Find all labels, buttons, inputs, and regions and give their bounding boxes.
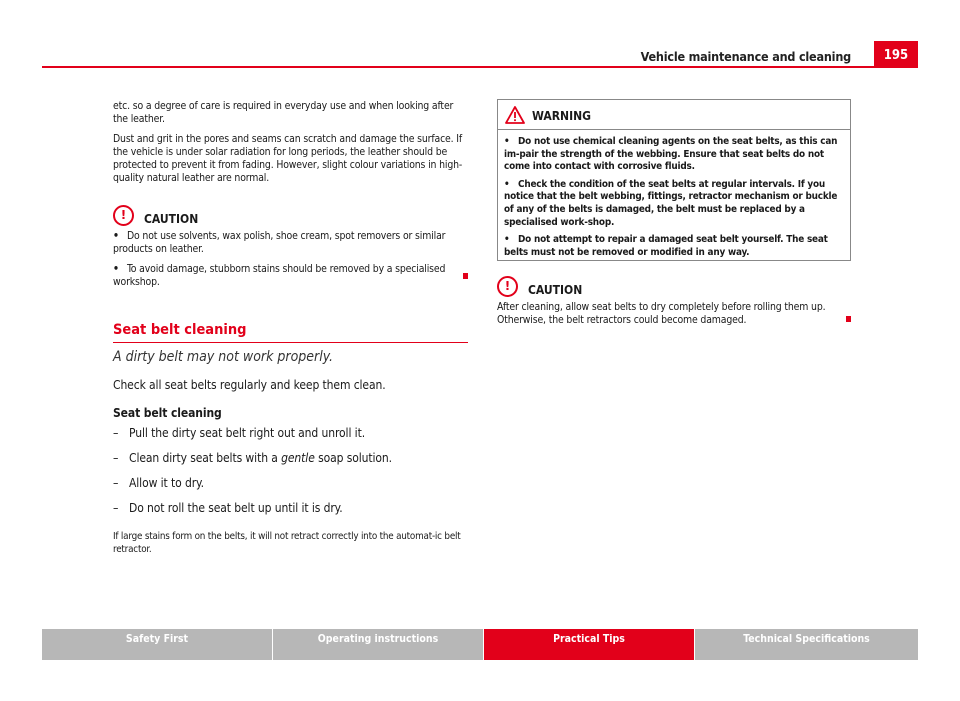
caution-bullet: • To avoid damage, stubborn stains should be removed by a specialised workshop. — [113, 263, 446, 288]
footer-tab-label: Technical Specifications — [743, 633, 870, 645]
paragraph: etc. so a degree of care is required in everyday use and when looking after the leather. — [113, 100, 454, 125]
warning-triangle-icon — [505, 106, 525, 124]
note-paragraph: If large stains form on the belts, it will not retract correctly into the automat-ic belt retractor. — [113, 531, 461, 555]
warning-bullet-text: Do not use chemical cleaning agents on the seat belts, as this can im-pair the strength of the webbing. Ensure that seat belts do not come into contact with corrosive fluids. — [504, 136, 838, 173]
caution-title: CAUTION — [144, 211, 199, 226]
header-rule — [42, 66, 918, 68]
step-text: Pull the dirty seat belt right out and unroll it. — [129, 426, 366, 440]
step-item: – Pull the dirty seat belt right out and unroll it. — [113, 426, 366, 440]
step-item: – Do not roll the seat belt up until it is dry. — [113, 501, 343, 515]
warning-header — [498, 100, 850, 130]
warning-bullet: • Do not use chemical cleaning agents on the seat belts, as this can im-pair the strength of the webbing. Ensure that seat belts do not come into contact with corrosive fluids. — [504, 136, 838, 173]
warning-bullet-text: Check the condition of the seat belts at regular intervals. If you notice that the belt webbing, fittings, retractor mechanism or buckle of any of the belts is damaged, the belt must be replaced by a specialised work-shop. — [504, 178, 838, 228]
caution-bullet-text: To avoid damage, stubborn stains should be removed by a specialised workshop. — [113, 263, 446, 288]
section-subtitle: A dirty belt may not work properly. — [113, 349, 334, 365]
step-item: – Clean dirty seat belts with a gentle soap solution. — [113, 451, 392, 465]
footer-tab-practical-tips[interactable] — [484, 629, 694, 660]
warning-bullet: • Check the condition of the seat belts at regular intervals. If you notice that the belt webbing, fittings, retractor mechanism or buckle of any of the belts is damaged, the belt must be replaced by a specialised work-shop. — [504, 178, 838, 228]
page-number: 195 — [874, 41, 918, 67]
step-text: Allow it to dry. — [129, 476, 204, 490]
caution-box-leather — [113, 205, 468, 296]
warning-body — [504, 136, 848, 264]
left-column-top — [113, 100, 468, 192]
caution-bullet: • Do not use solvents, wax polish, shoe cream, spot removers or similar products on leather. — [113, 230, 446, 255]
running-header-title: Vehicle maintenance and cleaning — [640, 49, 851, 64]
warning-bullet-text: Do not attempt to repair a damaged seat belt yourself. The seat belts must not be removed or modified in any way. — [504, 234, 828, 258]
section-rule — [113, 342, 468, 343]
warning-box — [497, 99, 851, 261]
warning-bullet: • Do not attempt to repair a damaged seat belt yourself. The seat belts must not be removed or modified in any way. — [504, 234, 828, 258]
section-intro: Check all seat belts regularly and keep them clean. — [113, 378, 386, 392]
caution-box-seatbelt — [497, 276, 851, 334]
caution-heading — [113, 205, 468, 226]
caution-heading — [497, 276, 851, 297]
section-title: Seat belt cleaning — [113, 322, 247, 338]
footer-tab-label: Operating instructions — [317, 633, 439, 645]
step-emphasis: gentle — [281, 451, 315, 465]
step-item: – Allow it to dry. — [113, 476, 204, 490]
footer-tab-safety-first[interactable] — [42, 629, 272, 660]
caution-exclamation-icon: ! — [497, 276, 518, 297]
footer-tab-label: Practical Tips — [553, 633, 625, 645]
step-text-tail: soap solution. — [314, 451, 392, 465]
caution-title: CAUTION — [528, 282, 583, 297]
footer-tab-label: Safety First — [125, 633, 189, 645]
section-end-mark — [846, 316, 851, 322]
caution-text: After cleaning, allow seat belts to dry completely before rolling them up. Otherwise, the belt retractors could become damaged. — [497, 301, 826, 326]
steps-heading: Seat belt cleaning — [113, 406, 222, 420]
step-text: Clean dirty seat belts with a — [129, 451, 278, 465]
footer-tab-technical-specifications[interactable] — [695, 629, 918, 660]
warning-title: WARNING — [532, 109, 591, 123]
footer-tab-operating-instructions[interactable] — [273, 629, 483, 660]
caution-bullet-text: Do not use solvents, wax polish, shoe cream, spot removers or similar products on leather. — [113, 230, 446, 255]
step-text: Do not roll the seat belt up until it is dry. — [129, 501, 343, 515]
caution-exclamation-icon: ! — [113, 205, 134, 226]
paragraph: Dust and grit in the pores and seams can scratch and damage the surface. If the vehicle is under solar radiation for long periods, the leather should be protected to prevent it from fading. However, slight colour variations in high-quality natural leather are normal. — [113, 133, 463, 184]
section-end-mark — [463, 273, 468, 279]
